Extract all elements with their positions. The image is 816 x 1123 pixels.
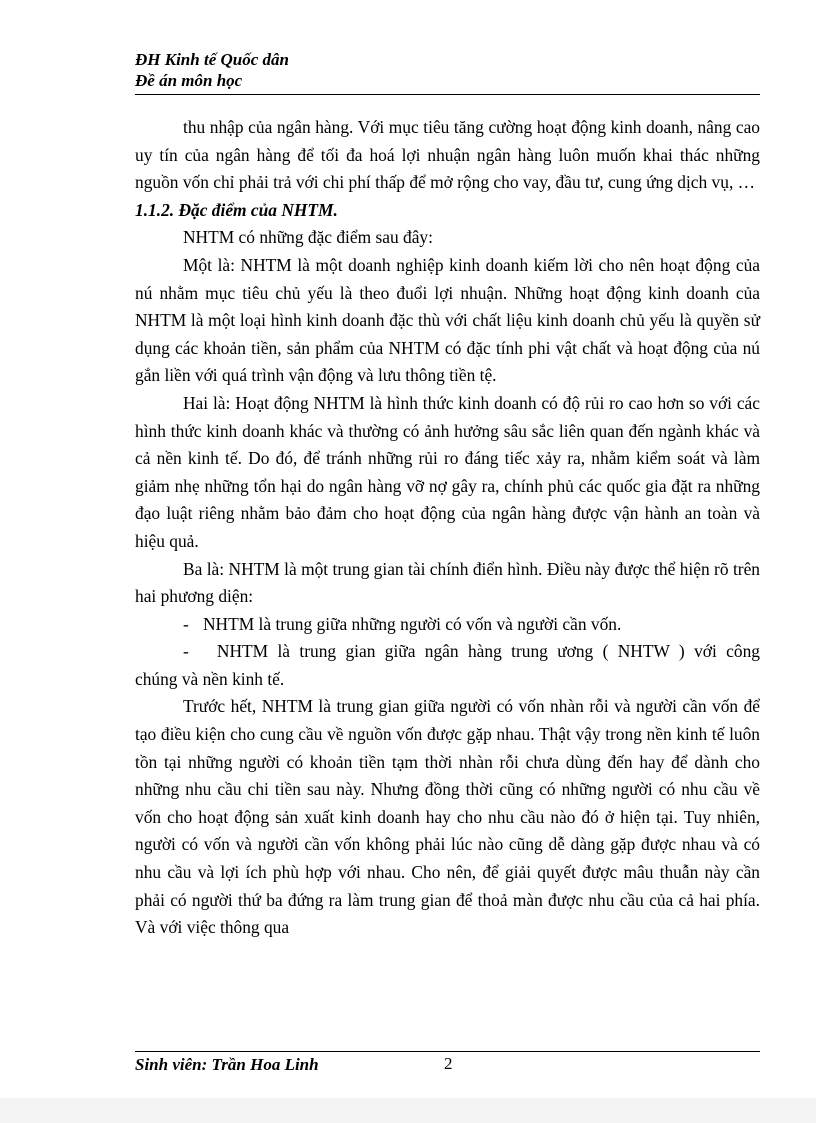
page-number: 2	[444, 1054, 453, 1073]
header-doc-type: Đề án môn học	[135, 71, 243, 90]
list-item	[135, 611, 760, 639]
dash-marker: -	[183, 613, 189, 634]
section-heading: 1.1.2. Đặc điểm của NHTM.	[135, 199, 338, 220]
list-item-text: NHTM là trung gian giữa ngân hàng trung ương ( NHTW ) với công	[216, 641, 760, 662]
paragraph-feature-two: Hai là: Hoạt động NHTM là hình thức kinh doanh có độ rủi ro cao hơn so với các hình thức kinh doanh khác và thường có ảnh hưởng sâu sắc liên quan đến ngành khác và cả nền kinh tế. Do đó, để tránh những rủi ro đáng tiếc xảy ra, nhằm kiểm soát và làm giảm nhẹ những tổn hại do ngân hàng vỡ nợ gây ra, chính phủ các quốc gia đặt ra những đạo luật riêng nhằm bảo đảm cho hoạt động của ngân hàng được vận hành an toàn và hiệu quả.	[135, 392, 760, 551]
paragraph-feature-three: Ba là: NHTM là một trung gian tài chính điển hình. Điều này được thể hiện rõ trên hai phương diện:	[135, 558, 760, 607]
footer-divider	[135, 1051, 760, 1052]
paragraph-feature-one: Một là: NHTM là một doanh nghiệp kinh doanh kiếm lời cho nên hoạt động của nú nhằm mục tiêu chủ yếu là theo đuổi lợi nhuận. Những hoạt động kinh doanh của NHTM là một loại hình kinh doanh đặc thù với chất liệu kinh doanh chủ yếu là quyền sử dụng các khoản tiền, sản phẩm của NHTM có đặc tính phi vật chất và hoạt động của nú gắn liền với quá trình vận động và lưu thông tiền tệ.	[135, 254, 760, 386]
page-header	[135, 49, 760, 91]
document-body	[135, 114, 760, 942]
header-divider	[135, 94, 760, 95]
list-item-first-line	[135, 638, 760, 666]
list-item	[135, 638, 760, 693]
header-university: ĐH Kinh tế Quốc dân	[135, 50, 289, 69]
list-item-text: NHTM là trung giữa những người có vốn và người cần vốn.	[203, 613, 622, 634]
paragraph-intro: thu nhập của ngân hàng. Với mục tiêu tăng cường hoạt động kinh doanh, nâng cao uy tín của ngân hàng để tối đa hoá lợi nhuận ngân hàng luôn muốn khai thác những nguồn vốn chỉ phải trả với chi phí thấp để mở rộng cho vay, đầu tư, cung ứng dịch vụ, …	[135, 117, 760, 193]
footer-student-name: Sinh viên: Trần Hoa Linh	[135, 1055, 319, 1074]
list-item-continuation: chúng và nền kinh tế.	[135, 668, 285, 689]
dash-marker: -	[183, 641, 189, 662]
page-bottom-band	[0, 1098, 816, 1123]
paragraph-intermediary: Trước hết, NHTM là trung gian giữa người có vốn nhàn rỗi và người cần vốn để tạo điều kiện cho cung cầu về nguồn vốn được gặp nhau. Thật vậy trong nền kinh tế luôn tồn tại những người có khoản tiền tạm thời nhàn rỗi chưa dùng đến hay để dành cho những nhu cầu chi tiền sau này. Nhưng đồng thời cũng có những người có nhu cầu về vốn cho hoạt động sản xuất kinh doanh hay cho nhu cầu nào đó ở hiện tại. Tuy nhiên, người có vốn và người cần vốn không phải lúc nào cũng dễ dàng gặp được nhau và có nhu cầu và lợi ích phù hợp với nhau. Cho nên, để giải quyết được mâu thuẫn này cần phải có người thứ ba đứng ra làm trung gian để thoả màn được nhu cầu của cả hai phía. Và với việc thông qua	[135, 696, 760, 938]
paragraph-features-intro: NHTM có những đặc điểm sau đây:	[183, 227, 433, 248]
